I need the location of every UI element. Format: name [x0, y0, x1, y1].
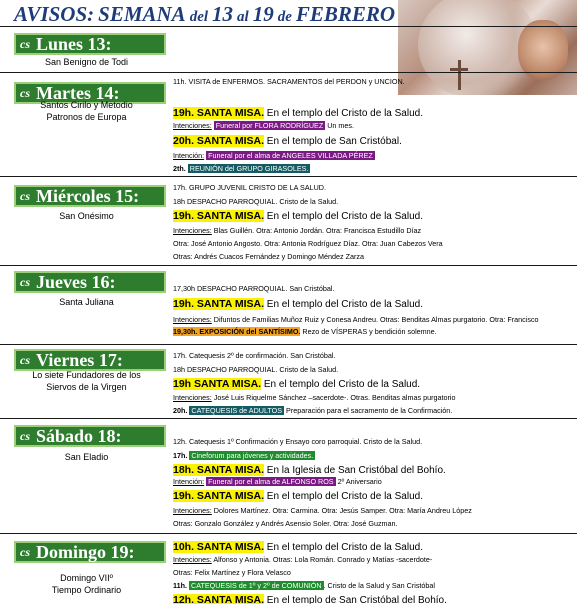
line-text: Otra: José Antonio Angosto. Otra: Antonia Rodríguez Díaz. Otra: Juan Cabezos Vera	[173, 239, 443, 248]
schedule-line	[173, 506, 472, 516]
saint-line: San Onésimo	[59, 211, 114, 221]
title-part: al	[237, 9, 249, 25]
intentions-label: Intenciones:	[173, 121, 212, 130]
mass-time: 19h. SANTA MISA.	[173, 490, 265, 502]
line-text: Otras: Gonzalo González y Andrés Asensio Soler. Otra: José Guzman.	[173, 519, 398, 528]
day-header	[14, 33, 166, 55]
schedule-line	[173, 365, 338, 375]
schedule-line	[173, 197, 338, 207]
saint-line: San Eladio	[64, 452, 109, 462]
saint-line: Domingo VIIº	[60, 573, 113, 583]
line-text: En el templo del Cristo de la Salud.	[261, 379, 421, 390]
day-bullet-icon: cs	[20, 36, 30, 51]
intentions-label: Intenciones:	[173, 506, 212, 515]
schedule-line	[173, 183, 326, 193]
day-name: Viernes 17:	[36, 349, 123, 370]
day-name: Sábado 18:	[36, 425, 122, 446]
title-part: AVISOS:	[14, 2, 95, 26]
line-text: . Cristo de la Salud y San Cristóbal	[323, 581, 436, 590]
schedule-line	[173, 315, 539, 325]
day-bullet-icon: cs	[20, 188, 30, 203]
day-bullet-icon: cs	[20, 352, 30, 367]
intentions-label: Intenciones:	[173, 226, 212, 235]
schedule-line	[173, 406, 452, 416]
day-name: Domingo 19:	[36, 541, 135, 562]
schedule-line	[173, 121, 354, 131]
schedule-line	[173, 298, 423, 311]
schedule-line	[173, 327, 437, 337]
schedule-line	[173, 581, 435, 591]
line-text: En el templo del Cristo de la Salud.	[264, 491, 423, 502]
day-bullet-icon: cs	[20, 544, 30, 559]
title-part: FEBRERO	[295, 2, 396, 26]
intentions-label: Intención:	[173, 477, 205, 486]
title-part: del	[189, 9, 209, 25]
day-header	[14, 185, 166, 207]
line-text: 2º Aniversario	[335, 477, 382, 486]
time-label: 2th.	[173, 164, 186, 173]
day-separator	[0, 533, 577, 534]
intentions-label: Intenciones:	[173, 393, 212, 402]
mass-time: 19h. SANTA MISA.	[173, 107, 265, 119]
day-separator	[0, 26, 577, 27]
line-text: 12h. Catequesis 1º Confirmación y Ensayo coro parroquial. Cristo de la Salud.	[173, 437, 423, 446]
mass-time: 12h. SANTA MISA.	[173, 594, 265, 604]
day-separator	[0, 265, 577, 266]
line-text: 17,30h DESPACHO PARROQUIAL. San Cristóbal.	[173, 284, 335, 293]
saint-line: Tiempo Ordinario	[51, 585, 122, 595]
schedule-line	[173, 252, 364, 262]
title-part: 13	[212, 2, 234, 26]
day-bullet-icon: cs	[20, 85, 30, 100]
line-text: En el templo del Cristo de la Salud.	[264, 542, 423, 553]
intentions-label: Intención:	[173, 151, 205, 160]
day-separator	[0, 344, 577, 345]
highlight-badge: Cineforum para jóvenes y actividades.	[191, 451, 314, 460]
schedule-line	[173, 437, 422, 447]
day-separator	[0, 176, 577, 177]
line-text: Blas Guillén. Otra: Antonio Jordán. Otra: Francisca Estudillo Díaz	[213, 226, 422, 235]
day-bullet-icon: cs	[20, 274, 30, 289]
mass-time: 19h SANTA MISA.	[173, 378, 262, 390]
schedule-line	[173, 77, 405, 87]
schedule-line	[173, 519, 398, 529]
saint-line: Siervos de la Virgen	[46, 382, 127, 392]
schedule-line	[173, 555, 432, 565]
schedule-line	[173, 226, 421, 236]
day-header	[14, 349, 166, 371]
mass-time: 18h. SANTA MISA.	[173, 464, 265, 476]
day-name: Jueves 16:	[36, 271, 116, 292]
intentions-label: Intenciones:	[173, 315, 212, 324]
page-title	[14, 2, 414, 24]
schedule-line	[173, 164, 310, 174]
day-header	[14, 425, 166, 447]
title-part: 19	[252, 2, 274, 26]
day-bullet-icon: cs	[20, 428, 30, 443]
line-text: Difuntos de Familias Muñoz Ruiz y Conesa Andreu. Otras: Benditas Almas purgatorio. Otra: Francisco	[213, 315, 539, 324]
day-separator	[0, 418, 577, 419]
schedule-line	[173, 594, 447, 604]
highlight-badge: Funeral por FLORA RODRÍGUEZ	[215, 121, 324, 130]
intentions-label: Intenciones:	[173, 555, 212, 564]
religious-image	[398, 0, 577, 95]
saint-line: San Benigno de Todi	[45, 57, 128, 67]
day-name: Lunes 13:	[36, 33, 112, 54]
line-text: 18h DESPACHO PARROQUIAL. Cristo de la Salud.	[173, 197, 339, 206]
line-text: 18h DESPACHO PARROQUIAL. Cristo de la Salud.	[173, 365, 339, 374]
schedule-line	[173, 568, 291, 578]
saint-of-day	[4, 99, 169, 123]
day-name: Miércoles 15:	[36, 185, 140, 206]
time-label: 11h.	[173, 581, 187, 590]
schedule-line	[173, 477, 382, 487]
line-text: 17h. GRUPO JUVENIL CRISTO DE LA SALUD.	[173, 183, 326, 192]
line-text: 17h. Catequesis 2º de confirmación. San Cristóbal.	[173, 351, 336, 360]
schedule-line	[173, 210, 423, 223]
line-text: En el templo de San Cristóbal del Bohío.	[264, 595, 447, 604]
time-label: 17h.	[173, 451, 188, 460]
day-name: Martes 14:	[36, 82, 120, 103]
line-text: Otras: Felix Martínez y Flora Velasco	[173, 568, 291, 577]
day-separator	[0, 72, 577, 73]
saint-line: Santa Juliana	[59, 297, 114, 307]
schedule-line	[173, 451, 315, 461]
highlight-badge: CATEQUESIS de ADULTOS	[191, 406, 283, 415]
saint-of-day	[4, 451, 169, 463]
line-text: En la Iglesia de San Cristóbal del Bohío.	[264, 465, 446, 476]
line-text: En el templo del Cristo de la Salud.	[264, 108, 423, 119]
schedule-line	[173, 378, 420, 391]
highlight-badge: Funeral por el alma de ANGELES VILLADA PÉREZ	[208, 151, 373, 160]
saint-of-day	[4, 56, 169, 68]
saint-of-day	[4, 210, 169, 222]
highlight-badge: CATEQUESIS de 1º y 2º de COMUNIÓN	[191, 581, 322, 590]
line-text: Alfonso y Antonia. Otras: Lola Román. Conrado y Matías -sacerdote-	[213, 555, 433, 564]
line-text: En el templo del Cristo de la Salud.	[264, 211, 423, 222]
line-text: José Luis Riquelme Sánchez –sacerdote-. Otras. Benditas almas purgatorio	[213, 393, 456, 402]
line-text: Preparación para el sacramento de la Confirmación.	[284, 406, 453, 415]
day-header	[14, 271, 166, 293]
saint-line: Lo siete Fundadores de los	[32, 370, 141, 380]
highlight-badge: Funeral por el alma de ALFONSO ROS	[208, 477, 334, 486]
time-label: 20h.	[173, 406, 188, 415]
schedule-line	[173, 239, 443, 249]
schedule-line	[173, 490, 423, 503]
mass-time: 19h. SANTA MISA.	[173, 210, 265, 222]
title-part: SEMANA	[98, 2, 186, 26]
saint-line: Patronos de Europa	[46, 112, 127, 122]
day-header	[14, 541, 166, 563]
highlight-badge: 19,30h. EXPOSICIÓN del SANTÍSIMO.	[173, 327, 301, 336]
schedule-line	[173, 393, 455, 403]
line-text: En el templo de San Cristóbal.	[264, 136, 402, 147]
saint-of-day	[4, 369, 169, 393]
schedule-line	[173, 135, 402, 148]
schedule-line	[173, 351, 335, 361]
saint-of-day	[4, 296, 169, 308]
schedule-line	[173, 541, 423, 554]
saint-of-day	[4, 572, 169, 596]
mass-time: 10h. SANTA MISA.	[173, 541, 265, 553]
saint-line: Santos Cirilo y Metodio	[40, 100, 133, 110]
mass-time: 20h. SANTA MISA.	[173, 135, 265, 147]
schedule-line	[173, 284, 335, 294]
schedule-line	[173, 107, 423, 120]
line-text: Un mes.	[325, 121, 354, 130]
schedule-line	[173, 464, 446, 477]
line-text: Dolores Martínez. Otra: Carmina. Otra: Jesús Samper. Otra: María Andreu López	[213, 506, 472, 515]
highlight-badge: REUNIÓN del GRUPO GIRASOLES.	[189, 164, 309, 173]
line-text: En el templo del Cristo de la Salud.	[264, 299, 423, 310]
line-text: 11h. VISITA de ENFERMOS. SACRAMENTOS del PERDON y UNCION.	[173, 77, 405, 86]
mass-time: 19h. SANTA MISA.	[173, 298, 265, 310]
line-text: Otras: Andrés Cuacos Fernández y Domingo Méndez Zarza	[173, 252, 364, 261]
schedule-line	[173, 151, 375, 161]
title-part: de	[277, 9, 292, 25]
line-text: Rezo de VÍSPERAS y bendición solemne.	[300, 327, 437, 336]
